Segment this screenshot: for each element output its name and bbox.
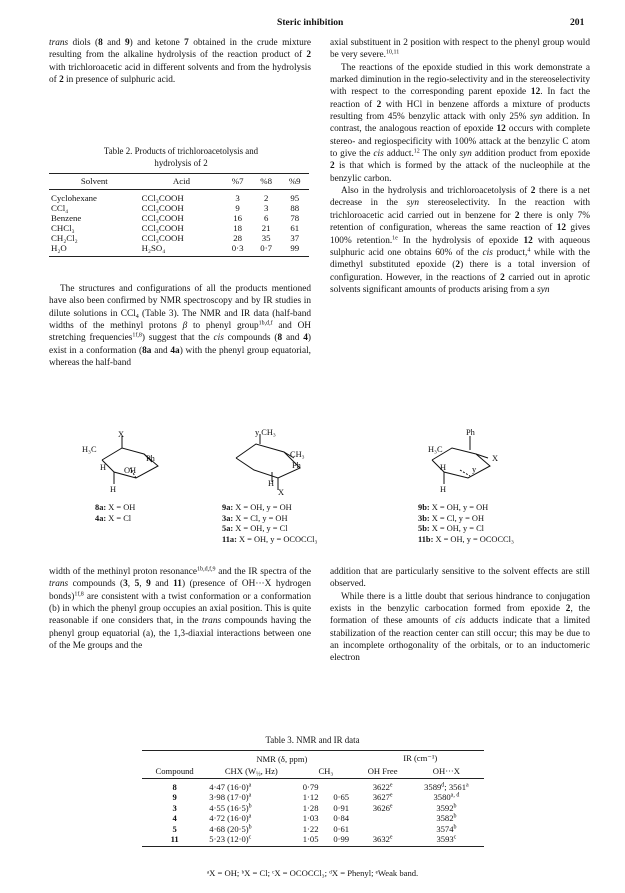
label-4a: 4a: X = Cl xyxy=(95,513,132,523)
label-9a: 9a: X = OH, y = OH xyxy=(222,503,292,512)
right-column-bottom xyxy=(330,566,590,665)
table-cell xyxy=(207,824,295,834)
table-cell xyxy=(295,792,326,802)
cell-text: 3626 xyxy=(372,802,390,813)
footnote-mark: e xyxy=(389,782,393,789)
footnote-mark: b xyxy=(248,824,252,831)
table-row xyxy=(49,213,309,223)
table-cell xyxy=(142,834,207,847)
table3-title: Table 3. NMR and IR data xyxy=(265,735,360,745)
table3-group-row xyxy=(142,751,484,766)
table-cell xyxy=(409,824,484,834)
table-cell xyxy=(356,803,408,813)
structure-2-ch3: CH₃ xyxy=(290,450,305,459)
table-cell xyxy=(326,834,357,847)
table-cell xyxy=(142,803,207,813)
chx-sub: ½ xyxy=(256,772,261,778)
table-cell xyxy=(409,834,484,847)
table-cell: 28 xyxy=(233,233,243,244)
table2-col-9: %9 xyxy=(280,174,309,190)
table-cell xyxy=(207,834,295,847)
structure-1-ph: Ph xyxy=(146,454,155,463)
paragraph: The structures and configurations of all the products mentioned have also been confirmed by NMR spectroscopy and by IR studies in dilute solutions in CCl$_4$ (Table 3). The NMR and IR data (half-band widths of the methinyl protons β to phenyl group$^{1b,d,f}$ and OH stretching frequencies$^{1f,8}$) suggest that the cis compounds (8 and 4) exist in a conformation (8a and 4a) with the phenyl group equatorial, whereas the half-band xyxy=(49,284,311,369)
table-cell xyxy=(326,779,357,793)
cell-text: 3574 xyxy=(436,823,454,834)
structure-2-label: y CH₃ xyxy=(255,428,276,437)
cell-text: 3589 xyxy=(424,782,442,792)
table-cell: CCl₃COOH xyxy=(141,193,184,203)
structure-3-h-left: H xyxy=(440,463,447,472)
cell-text: 3622 xyxy=(372,782,390,792)
table2 xyxy=(49,173,309,257)
table2-header-row xyxy=(49,174,309,190)
table-cell: 0·7 xyxy=(252,243,281,256)
table2-col-8: %8 xyxy=(252,174,281,190)
page-number: 201 xyxy=(570,17,585,28)
cell-text: 3582 xyxy=(436,813,454,824)
table-cell xyxy=(356,824,408,834)
table-row xyxy=(49,190,309,204)
table-row xyxy=(142,834,484,847)
structures-figure xyxy=(60,432,580,500)
cell-text: 3632 xyxy=(372,834,390,845)
table-cell xyxy=(409,813,484,823)
table-cell xyxy=(409,779,484,793)
footnote-mark: b xyxy=(453,824,457,831)
label-9b: 9b: X = OH, y = OH xyxy=(418,503,489,512)
table3-empty-header xyxy=(142,751,207,766)
structure-2-x: X xyxy=(278,488,285,497)
chx-unit: , Hz) xyxy=(260,766,278,776)
table-cell: 9 xyxy=(235,203,240,214)
structure-1-oh: OH xyxy=(124,466,137,475)
table2-caption-line2: hydrolysis of 2 xyxy=(154,157,208,168)
structure-3-x: X xyxy=(492,454,499,463)
table-cell xyxy=(295,779,326,793)
cell-text: 11 xyxy=(170,834,179,845)
left-column-bottom xyxy=(49,566,311,652)
cell-text: 4 xyxy=(172,813,177,824)
label-5b: 5b: X = OH, y = Cl xyxy=(418,524,484,534)
table-cell: 95 xyxy=(290,193,300,203)
cell-text: 3592 xyxy=(436,802,454,813)
paragraph: addition that are particularly sensitive to the solvent effects are still observed. xyxy=(330,567,590,590)
structure-1-x-label: X xyxy=(118,430,125,439)
table3-col-oh-free: OH Free xyxy=(356,765,408,779)
paragraph: The reactions of the epoxide studied in this work demonstrate a marked diminution in the regio-selectivity and in the stereoselectivity with respect to the corresponding parent epoxide 12. In fact the reaction of 2 with HCl in benzene affords a mixture of products resulting from 45% benzylic attack with only 25% syn addition. In contrast, the analogous reaction of epoxide 12 occurs with complete stereo- and regiospecificity with 100% attack at the benzylic C atom to give the cis adduct.$^{12}$ The only syn addition product from epoxide 2 is that which is formed by the attack of the nucleophile at the benzylic carbon. xyxy=(330,62,591,184)
cell-text: 0·61 xyxy=(333,823,350,834)
table-cell xyxy=(142,792,207,802)
paragraph: width of the methinyl proton resonance$^{1b,d,f,9}$ and the IR spectra of the trans compounds (3, 5, 9 and 11) (presence of OH···X hydrogen bonds)$^{1f,8}$ are consistent with a twist conformation or a conformation (b) in which the phenyl group occupies an axial position. This is quite reasonable if one considers that, in the trans compounds having the phenyl group equatorial (a), the 1,3-diaxial interactions between one of the Me groups and the xyxy=(49,566,312,652)
structure-1-h-bottom: H xyxy=(110,485,117,494)
table-cell xyxy=(326,813,357,823)
table-cell: CCl₃COOH xyxy=(141,213,184,224)
cell-text: 1·12 xyxy=(302,792,319,803)
footnote-mark: a xyxy=(248,782,252,789)
table-cell: CCl₃COOH xyxy=(141,223,184,234)
paragraph: axial substituent in 2 position with respect to the phenyl group would be very severe.$^{10,11}$ xyxy=(330,38,590,61)
table3-group-ir: IR (cm⁻¹) xyxy=(356,751,484,766)
table-cell xyxy=(295,834,326,847)
table-cell: H₂O xyxy=(49,243,140,256)
cell-text: 0·79 xyxy=(302,782,319,792)
paragraph: trans diols (8 and 9) and ketone 7 obtained in the crude mixture resulting from the alkaline hydrolysis of the reaction product of 2 with trichloroacetic acid in different solvents and from the hydrolysis of 2 in presence of sulphuric acid. xyxy=(49,38,311,86)
label-11a: 11a: X = OH, y = OCOCCl₃ xyxy=(222,534,318,544)
footnote-mark: a xyxy=(248,813,252,820)
cell-text: ; 3561 xyxy=(444,782,467,792)
table-cell: 3 xyxy=(235,193,240,203)
table-row xyxy=(49,223,309,233)
footnote-mark: b xyxy=(453,813,457,820)
cell-text: 4·47 (16·0) xyxy=(209,782,249,792)
table-row xyxy=(142,779,484,793)
structure-2-h: H xyxy=(268,479,275,488)
chx-label: CHX (W xyxy=(224,766,257,776)
table2-col-acid: Acid xyxy=(140,174,224,190)
table-cell: CCl₃COOH xyxy=(141,203,184,214)
cell-text: 4·55 (16·5) xyxy=(209,802,249,813)
cell-text: 9 xyxy=(172,792,177,803)
table3-col-chx xyxy=(207,765,295,779)
right-column-top xyxy=(330,37,590,296)
running-title: Steric inhibition xyxy=(277,17,344,28)
table3-header-row xyxy=(142,765,484,779)
label-3a: 3a: X = Cl, y = OH xyxy=(222,513,288,523)
footnote-mark: b xyxy=(453,803,457,810)
table-cell xyxy=(142,779,207,793)
cell-text: 1·05 xyxy=(302,834,319,845)
structure-3-y: y xyxy=(472,465,477,474)
table-cell: 18 xyxy=(233,223,243,234)
cell-text: 8 xyxy=(172,782,177,792)
cell-text: 1·22 xyxy=(302,823,319,834)
table-row xyxy=(142,824,484,834)
table-cell xyxy=(326,803,357,813)
table-cell xyxy=(356,834,408,847)
table2-col-solvent: Solvent xyxy=(49,174,140,190)
structure-3-h3c: H₃C xyxy=(428,445,443,454)
structure-2-ph: Ph xyxy=(292,461,301,470)
table-cell: CCl₄ xyxy=(51,203,69,214)
table-cell: 2 xyxy=(263,193,269,203)
table2-col-7: %7 xyxy=(223,174,252,190)
table-cell: CHCl₃ xyxy=(51,223,75,234)
table2-caption xyxy=(40,146,322,169)
table-cell: CH₂Cl₂ xyxy=(51,233,78,244)
footnote-mark: a xyxy=(466,782,469,789)
cell-text: 4·72 (16·0) xyxy=(209,813,249,824)
left-column-middle xyxy=(49,283,311,369)
structure-labels-middle xyxy=(222,503,317,545)
structure-labels-right xyxy=(418,503,514,545)
table-cell xyxy=(356,792,408,802)
table-cell xyxy=(207,803,295,813)
table-cell xyxy=(356,813,408,823)
table-cell: 0·3 xyxy=(223,243,252,256)
cell-text: 3627 xyxy=(372,792,390,803)
table-row xyxy=(49,243,309,256)
label-3b: 3b: X = Cl, y = OH xyxy=(418,513,484,523)
cell-text: 0·65 xyxy=(333,792,350,803)
footnote-mark: e xyxy=(389,834,393,841)
table2-caption-line1: Table 2. Products of trichloroacetolysis and xyxy=(103,146,259,156)
footnote-mark: e xyxy=(389,803,393,810)
table3-col-ch3: CH₃ xyxy=(295,765,356,779)
cell-text: 1·03 xyxy=(302,813,319,824)
table-cell: Cyclohexane xyxy=(51,193,97,203)
table-cell: 3 xyxy=(263,203,269,214)
table-cell xyxy=(409,803,484,813)
table3-col-oh-x: OH···X xyxy=(409,765,484,779)
cell-text: 0·91 xyxy=(333,802,350,813)
cell-text: 0·84 xyxy=(333,813,350,824)
table-cell xyxy=(142,824,207,834)
table-cell xyxy=(207,792,295,802)
table3-footnote: ᵃX = OH; ᵇX = Cl; ᶜX = OCOCCl₃; ᵈX = Phenyl; ᵉWeak band. xyxy=(206,868,419,878)
table-cell xyxy=(295,813,326,823)
structure-3-h-bottom: H xyxy=(440,485,447,494)
cell-text: 4·68 (20·5) xyxy=(209,823,249,834)
table-row xyxy=(142,803,484,813)
table-cell xyxy=(356,779,408,793)
table-row xyxy=(142,792,484,802)
cell-text: 5 xyxy=(172,823,177,834)
table3-col-compound: Compound xyxy=(142,765,207,779)
cell-text: 3·98 (17·0) xyxy=(209,792,249,803)
structure-labels-left xyxy=(95,503,135,524)
table-cell xyxy=(207,813,295,823)
label-11b: 11b: X = OH, y = OCOCCl₃ xyxy=(418,534,514,544)
cell-text: 1·28 xyxy=(302,802,319,813)
footnote-mark: d xyxy=(441,782,445,789)
table3-group-nmr: NMR (δ, ppm) xyxy=(207,751,356,766)
structure-3-ph: Ph xyxy=(466,428,475,437)
table-row xyxy=(142,813,484,823)
table-cell xyxy=(326,792,357,802)
footnote-mark: c xyxy=(453,834,457,841)
table-cell xyxy=(142,813,207,823)
footnote-mark: a xyxy=(248,792,252,799)
table-cell: 37 xyxy=(290,233,300,244)
structure-1-h-left: H xyxy=(100,463,107,472)
footnote-mark: c xyxy=(248,834,252,841)
table-cell xyxy=(326,824,357,834)
table-cell xyxy=(409,792,484,802)
table-cell: CCl₃COOH xyxy=(141,233,184,244)
footnote-mark: e xyxy=(389,792,393,799)
paragraph: Also in the hydrolysis and trichloroacetolysis of 2 there is a net decrease in the syn stereoselectivity. In the reaction with trichloroacetic acid carried out in benzene for 2 there is only 7% retention of configuration, whereas the same reaction of 12 gives 100% retention.$^{1e}$ In the hydrolysis of epoxide 12 with aqueous sulphuric acid one obtains 60% of the cis product,$^4$ while with the dimethyl substituted epoxide (2) there is a total inversion of configuration. However, in the reactions of 2 carried out in aprotic solvents significant amounts of products arising from a syn xyxy=(330,186,591,295)
table-cell xyxy=(295,803,326,813)
cell-text: 0·99 xyxy=(333,834,350,845)
label-8a: 8a: X = OH xyxy=(95,503,136,512)
table-cell xyxy=(295,824,326,834)
cell-text: 3580 xyxy=(433,792,451,803)
table-cell: 61 xyxy=(290,223,300,234)
table-row xyxy=(49,233,309,243)
cell-text: 5·23 (12·0) xyxy=(209,834,249,845)
left-column-top xyxy=(49,37,311,86)
table3 xyxy=(142,750,484,847)
table-cell: 6 xyxy=(263,213,269,224)
table-cell: 99 xyxy=(280,243,309,256)
table-row xyxy=(49,203,309,213)
table-cell: 88 xyxy=(290,203,300,214)
table-cell: 35 xyxy=(261,233,271,244)
table-cell: 78 xyxy=(290,213,300,224)
cell-text: 3 xyxy=(172,802,177,813)
table-cell: 21 xyxy=(261,223,271,234)
table-cell: H₂SO₄ xyxy=(140,243,224,256)
table-cell xyxy=(207,779,295,793)
table-cell: 16 xyxy=(233,213,243,224)
cell-text: 3593 xyxy=(436,834,454,845)
label-5a: 5a: X = OH, y = Cl xyxy=(222,524,288,534)
footnote-mark: a, d xyxy=(450,792,460,799)
table-cell: Benzene xyxy=(51,213,82,224)
paragraph: While there is a little doubt that serious hindrance to conjugation exists in the benzylic carbocation formed from epoxide 2, the formation of these amounts of cis adducts indicate that a limited stabilization of the reaction center can still occur; this may be due to an incomplete orthogonality of the orbitals, or to an inductomeric electron xyxy=(330,591,590,664)
footnote-mark: b xyxy=(248,803,252,810)
structure-1-h3c: H₃C xyxy=(82,445,97,454)
